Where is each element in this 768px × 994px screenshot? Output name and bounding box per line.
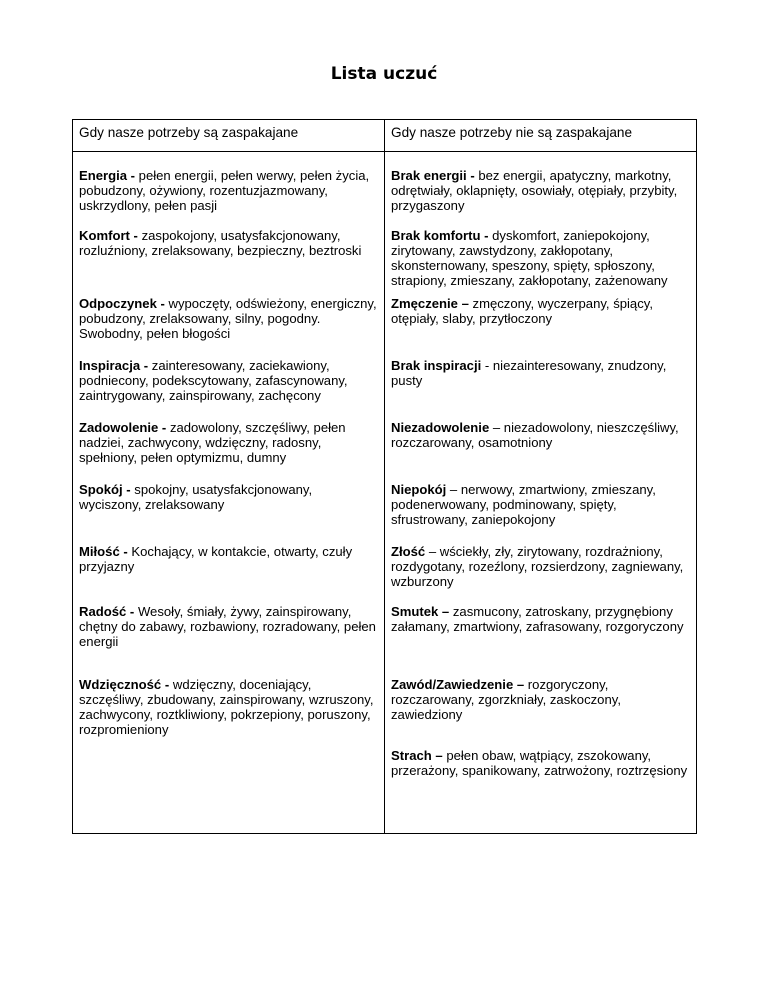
- feeling-term: Miłość -: [79, 544, 132, 559]
- table-row: [73, 152, 697, 229]
- cell-met: [73, 677, 385, 748]
- table-row: [73, 296, 697, 358]
- feeling-term: Komfort -: [79, 228, 142, 243]
- feeling-term: Zadowolenie -: [79, 420, 170, 435]
- cell-met: [73, 296, 385, 358]
- feeling-description: rozgoryczony, rozczarowany, zgorzkniały, zaskoczony, zawiedziony: [391, 677, 621, 722]
- feeling-description: Wesoły, śmiały, żywy, zainspirowany, chętny do zabawy, rozbawiony, rozradowany, pełen energii: [79, 604, 376, 649]
- cell-unmet: [385, 358, 697, 420]
- feeling-description: bez energii, apatyczny, markotny, odrętwiały, oklapnięty, osowiały, otępiały, przybity, przygaszony: [391, 168, 678, 213]
- cell-unmet: [385, 228, 697, 296]
- feeling-term: Zawód/Zawiedzenie –: [391, 677, 528, 692]
- cell-unmet: [385, 748, 697, 834]
- feeling-description: dyskomfort, zaniepokojony, zirytowany, zawstydzony, zakłopotany, skonsternowany, speszony, spięty, spłoszony, strapiony, zmieszany, zakłopotany, zażenowany: [391, 228, 668, 288]
- feeling-term: Odpoczynek -: [79, 296, 169, 311]
- table-row: [73, 228, 697, 296]
- feeling-term: Radość -: [79, 604, 138, 619]
- feeling-term: Spokój -: [79, 482, 135, 497]
- feeling-term: Złość: [391, 544, 426, 559]
- cell-unmet: [385, 482, 697, 544]
- feeling-term: Brak komfortu -: [391, 228, 493, 243]
- table-row: [73, 604, 697, 677]
- feeling-description: – wściekły, zły, zirytowany, rozdrażniony, rozdygotany, rozeźlony, rozsierdzony, zagniewany, wzburzony: [391, 544, 684, 589]
- feeling-description: zadowolony, szczęśliwy, pełen nadziei, zachwycony, wdzięczny, radosny, spełniony, pełen optymizmu, dumny: [79, 420, 346, 465]
- feeling-term: Brak inspiracji: [391, 358, 485, 373]
- cell-unmet: [385, 420, 697, 482]
- feeling-description: pełen obaw, wątpiący, zszokowany, przerażony, spanikowany, zatrwożony, roztrzęsiony: [391, 748, 688, 778]
- feeling-description: wdzięczny, doceniający, szczęśliwy, zbudowany, zainspirowany, wzruszony, zachwycony, roztkliwiony, pokrzepiony, poruszony, rozpromieniony: [79, 677, 374, 737]
- feeling-term: Inspiracja -: [79, 358, 152, 373]
- cell-unmet: [385, 152, 697, 229]
- cell-met: [73, 748, 385, 834]
- page-title: Lista uczuć: [330, 64, 438, 84]
- feelings-table: [72, 119, 697, 834]
- feeling-description: spokojny, usatysfakcjonowany, wyciszony, zrelaksowany: [79, 482, 313, 512]
- feeling-description: zainteresowany, zaciekawiony, podniecony, podekscytowany, zafascynowany, zaintrygowany, zainspirowany, zachęcony: [79, 358, 348, 403]
- cell-met: [73, 228, 385, 296]
- cell-unmet: [385, 677, 697, 748]
- feeling-description: Kochający, w kontakcie, otwarty, czuły przyjazny: [79, 544, 353, 574]
- cell-met: [73, 420, 385, 482]
- cell-unmet: [385, 544, 697, 604]
- feeling-term: Brak energii -: [391, 168, 479, 183]
- feeling-description: zasmucony, zatroskany, przygnębiony załamany, zmartwiony, zafrasowany, rozgoryczony: [391, 604, 684, 634]
- header-needs-unmet: Gdy nasze potrzeby nie są zaspakajane: [385, 120, 697, 152]
- feeling-description: wypoczęty, odświeżony, energiczny, pobudzony, zrelaksowany, silny, pogodny. Swobodny, pełen błogości: [79, 296, 377, 341]
- feeling-description: – niezadowolony, nieszczęśliwy, rozczarowany, osamotniony: [391, 420, 679, 450]
- feeling-description: - niezainteresowany, znudzony, pusty: [391, 358, 667, 388]
- cell-unmet: [385, 604, 697, 677]
- feeling-term: Niezadowolenie: [391, 420, 490, 435]
- feeling-term: Zmęczenie –: [391, 296, 473, 311]
- feeling-term: Smutek –: [391, 604, 453, 619]
- feeling-term: Niepokój: [391, 482, 447, 497]
- cell-met: [73, 604, 385, 677]
- feeling-description: zaspokojony, usatysfakcjonowany, rozluźniony, zrelaksowany, bezpieczny, beztroski: [79, 228, 362, 258]
- header-needs-met: Gdy nasze potrzeby są zaspakajane: [73, 120, 385, 152]
- table-row: [73, 420, 697, 482]
- feeling-term: Strach –: [391, 748, 447, 763]
- table-header-row: [73, 120, 697, 152]
- cell-met: [73, 358, 385, 420]
- table-row: [73, 677, 697, 748]
- feeling-term: Wdzięczność -: [79, 677, 173, 692]
- table-row: [73, 544, 697, 604]
- feeling-description: pełen energii, pełen werwy, pełen życia, pobudzony, ożywiony, rozentuzjazmowany, uskrzydlony, pełen pasji: [79, 168, 370, 213]
- feeling-description: – nerwowy, zmartwiony, zmieszany, podenerwowany, podminowany, spięty, sfrustrowany, zaniepokojony: [391, 482, 656, 527]
- table-row: [73, 748, 697, 834]
- table-row: [73, 482, 697, 544]
- feeling-term: Energia -: [79, 168, 139, 183]
- feeling-description: zmęczony, wyczerpany, śpiący, otępiały, slaby, przytłoczony: [391, 296, 653, 326]
- table-row: [73, 358, 697, 420]
- cell-met: [73, 152, 385, 229]
- cell-met: [73, 544, 385, 604]
- cell-met: [73, 482, 385, 544]
- cell-unmet: [385, 296, 697, 358]
